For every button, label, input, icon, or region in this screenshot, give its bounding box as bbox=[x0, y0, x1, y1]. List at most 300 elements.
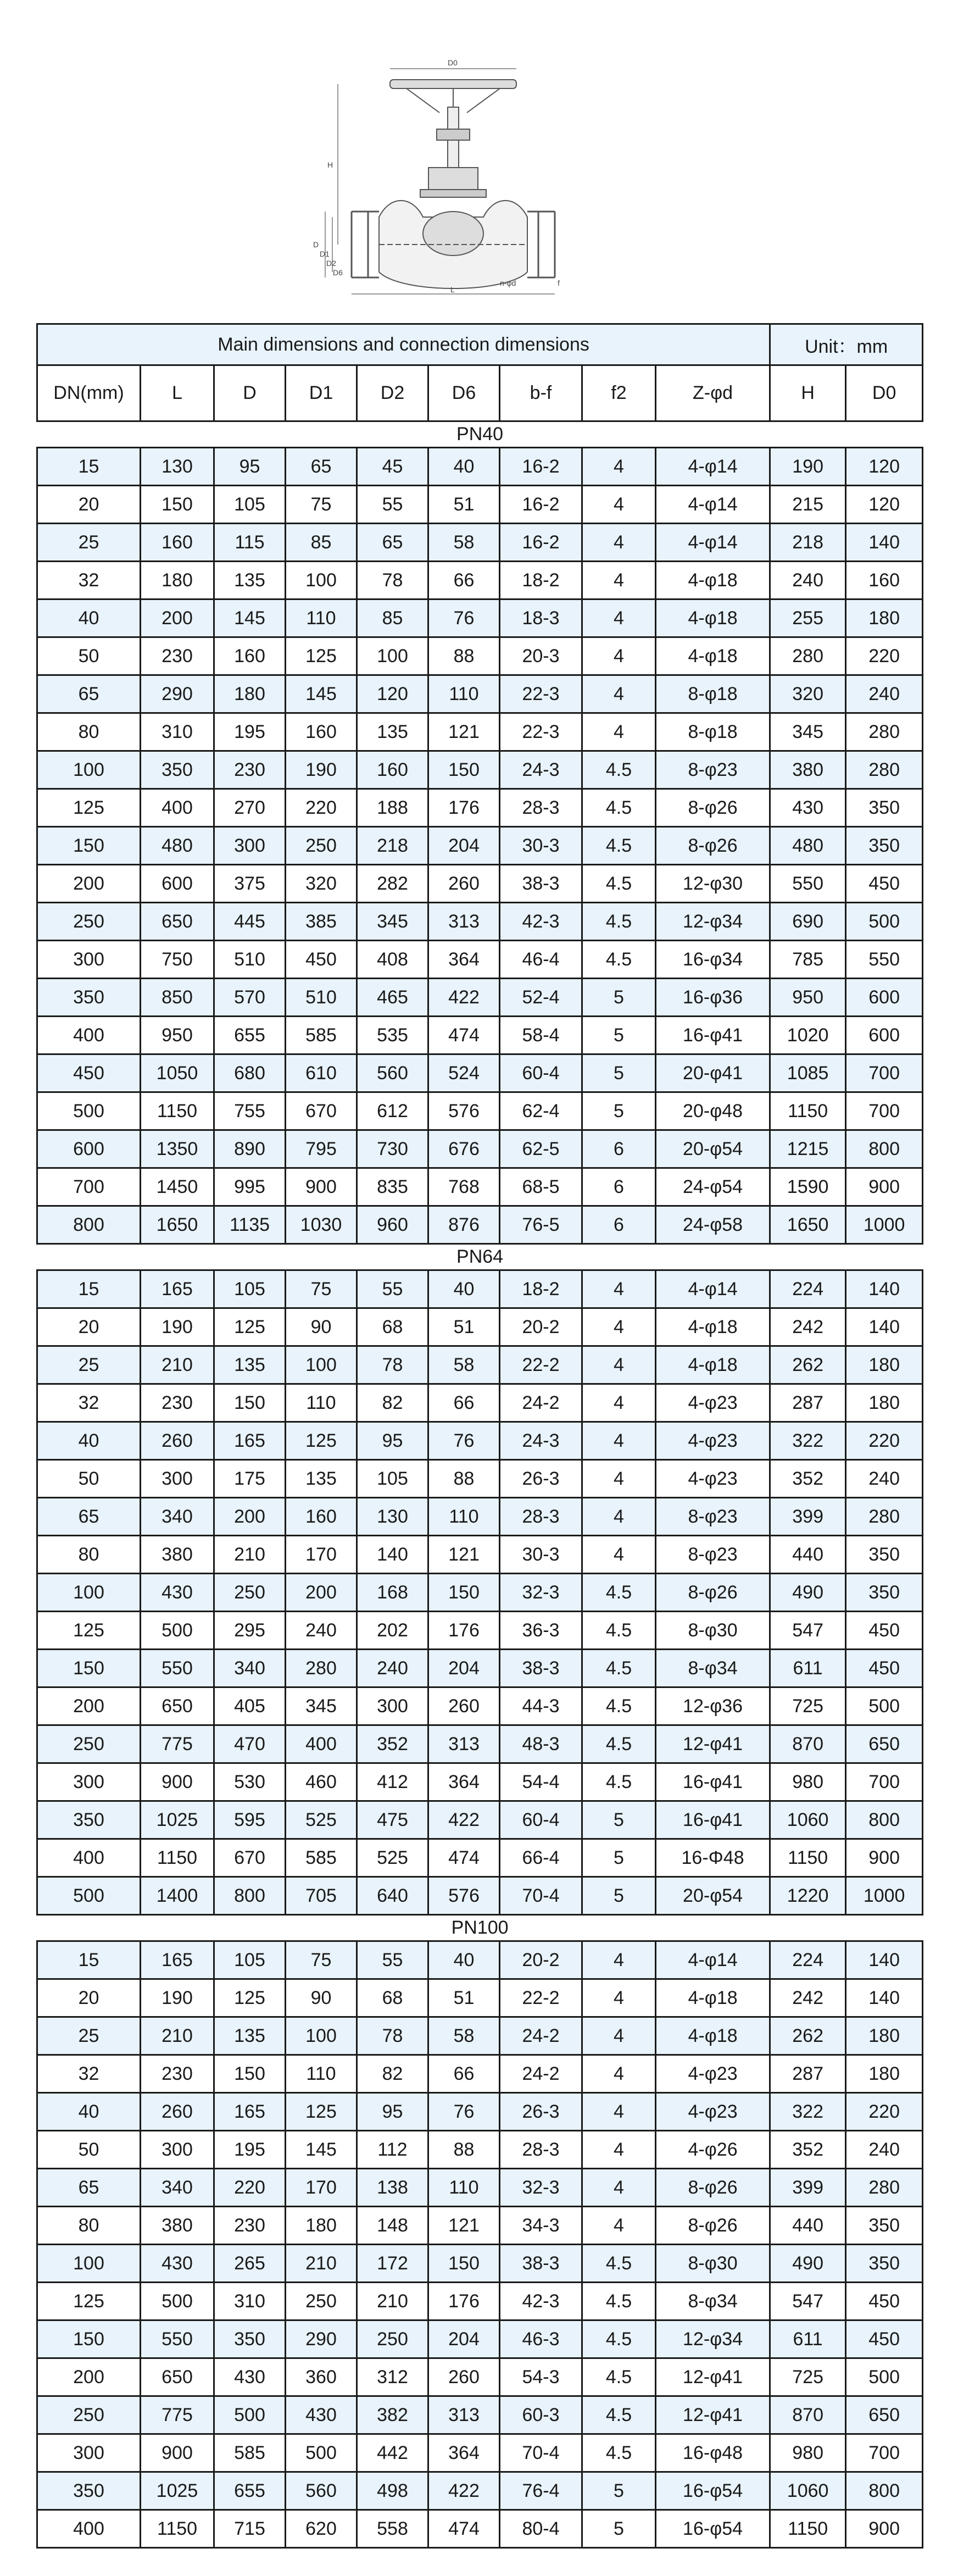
table-cell: 5 bbox=[582, 1839, 656, 1877]
label-d6: D6 bbox=[333, 268, 343, 277]
table-cell: 4 bbox=[582, 524, 656, 562]
table-cell: 55 bbox=[357, 1270, 428, 1308]
table-cell: 60-4 bbox=[500, 1801, 582, 1839]
table-cell: 8-φ30 bbox=[656, 2245, 770, 2283]
table-cell: 4.5 bbox=[582, 2358, 656, 2396]
table-cell: 364 bbox=[428, 941, 500, 979]
table-cell: 8-φ26 bbox=[656, 2169, 770, 2207]
table-cell: 560 bbox=[357, 1054, 428, 1092]
table-cell: 20-φ41 bbox=[656, 1054, 770, 1092]
table-cell: 16-φ54 bbox=[656, 2472, 770, 2510]
table-cell: 980 bbox=[770, 1763, 846, 1801]
table-cell: 500 bbox=[846, 903, 923, 941]
table-cell: 165 bbox=[141, 1270, 214, 1308]
table-cell: 690 bbox=[770, 903, 846, 941]
table-cell: 465 bbox=[357, 979, 428, 1017]
table-cell: 655 bbox=[214, 2472, 286, 2510]
table-cell: 190 bbox=[141, 1308, 214, 1346]
table-cell: 280 bbox=[846, 713, 923, 751]
table-cell: 1060 bbox=[770, 1801, 846, 1839]
table-cell: 350 bbox=[846, 2207, 923, 2245]
table-cell: 20-φ48 bbox=[656, 1092, 770, 1130]
table-cell: 78 bbox=[357, 1346, 428, 1384]
table-cell: 705 bbox=[286, 1877, 357, 1915]
table-cell: 400 bbox=[37, 1017, 141, 1054]
table-cell: 180 bbox=[846, 1384, 923, 1422]
table-cell: 600 bbox=[141, 865, 214, 903]
table-cell: 150 bbox=[37, 827, 141, 865]
table-cell: 150 bbox=[428, 2245, 500, 2283]
table-cell: 110 bbox=[428, 2169, 500, 2207]
table-cell: 260 bbox=[141, 1422, 214, 1460]
column-header: f2 bbox=[582, 365, 656, 421]
table-row bbox=[37, 1498, 923, 1536]
table-cell: 1000 bbox=[846, 1206, 923, 1244]
table-cell: 54-3 bbox=[500, 2358, 582, 2396]
section-row bbox=[37, 421, 923, 448]
table-cell: 125 bbox=[37, 789, 141, 827]
table-cell: 26-3 bbox=[500, 1460, 582, 1498]
table-cell: 140 bbox=[357, 1536, 428, 1574]
table-cell: 24-2 bbox=[500, 2055, 582, 2093]
table-cell: 1150 bbox=[770, 1839, 846, 1877]
table-cell: 850 bbox=[141, 979, 214, 1017]
label-nd: n-φd bbox=[500, 279, 516, 287]
table-cell: 4-φ14 bbox=[656, 448, 770, 486]
table-cell: 890 bbox=[214, 1130, 286, 1168]
table-cell: 900 bbox=[846, 1168, 923, 1206]
table-cell: 715 bbox=[214, 2510, 286, 2548]
table-cell: 125 bbox=[37, 2283, 141, 2320]
section-title: PN40 bbox=[37, 421, 923, 448]
table-cell: 24-2 bbox=[500, 2017, 582, 2055]
table-cell: 4 bbox=[582, 1498, 656, 1536]
table-cell: 4 bbox=[582, 637, 656, 675]
table-cell: 430 bbox=[141, 2245, 214, 2283]
table-row bbox=[37, 1384, 923, 1422]
table-cell: 4 bbox=[582, 562, 656, 599]
table-cell: 30-3 bbox=[500, 1536, 582, 1574]
table-row bbox=[37, 713, 923, 751]
label-d1: D1 bbox=[320, 249, 330, 258]
table-cell: 576 bbox=[428, 1092, 500, 1130]
table-cell: 8-φ23 bbox=[656, 751, 770, 789]
table-cell: 4 bbox=[582, 1308, 656, 1346]
table-cell: 287 bbox=[770, 2055, 846, 2093]
table-cell: 450 bbox=[846, 865, 923, 903]
table-cell: 100 bbox=[357, 637, 428, 675]
table-row bbox=[37, 524, 923, 562]
table-cell: 24-3 bbox=[500, 1422, 582, 1460]
table-cell: 204 bbox=[428, 2320, 500, 2358]
table-cell: 150 bbox=[428, 1574, 500, 1612]
table-cell: 110 bbox=[428, 675, 500, 713]
table-cell: 100 bbox=[37, 751, 141, 789]
table-cell: 204 bbox=[428, 827, 500, 865]
table-cell: 1450 bbox=[141, 1168, 214, 1206]
table-cell: 725 bbox=[770, 2358, 846, 2396]
table-cell: 1215 bbox=[770, 1130, 846, 1168]
table-cell: 500 bbox=[37, 1877, 141, 1915]
table-row bbox=[37, 2396, 923, 2434]
header-title-row bbox=[37, 324, 923, 365]
table-cell: 180 bbox=[286, 2207, 357, 2245]
table-cell: 50 bbox=[37, 2131, 141, 2169]
table-cell: 380 bbox=[141, 2207, 214, 2245]
table-cell: 1050 bbox=[141, 1054, 214, 1092]
table-cell: 5 bbox=[582, 1092, 656, 1130]
table-cell: 670 bbox=[286, 1092, 357, 1130]
table-cell: 900 bbox=[141, 1763, 214, 1801]
table-cell: 70-4 bbox=[500, 2434, 582, 2472]
table-cell: 32 bbox=[37, 2055, 141, 2093]
table-cell: 5 bbox=[582, 1017, 656, 1054]
table-cell: 176 bbox=[428, 2283, 500, 2320]
table-row bbox=[37, 1536, 923, 1574]
table-cell: 490 bbox=[770, 2245, 846, 2283]
table-row bbox=[37, 1130, 923, 1168]
table-cell: 350 bbox=[846, 789, 923, 827]
table-cell: 28-3 bbox=[500, 1498, 582, 1536]
table-cell: 160 bbox=[214, 637, 286, 675]
table-cell: 51 bbox=[428, 1979, 500, 2017]
table-cell: 218 bbox=[770, 524, 846, 562]
table-row bbox=[37, 1763, 923, 1801]
table-cell: 1030 bbox=[286, 1206, 357, 1244]
table-cell: 220 bbox=[286, 789, 357, 827]
table-cell: 135 bbox=[214, 1346, 286, 1384]
table-cell: 66 bbox=[428, 562, 500, 599]
table-cell: 140 bbox=[846, 1941, 923, 1979]
table-cell: 1135 bbox=[214, 1206, 286, 1244]
table-cell: 170 bbox=[286, 1536, 357, 1574]
table-cell: 4-φ23 bbox=[656, 1384, 770, 1422]
table-cell: 95 bbox=[357, 1422, 428, 1460]
table-cell: 250 bbox=[286, 827, 357, 865]
table-cell: 1150 bbox=[141, 2510, 214, 2548]
table-cell: 364 bbox=[428, 1763, 500, 1801]
table-row bbox=[37, 865, 923, 903]
table-cell: 1150 bbox=[770, 1092, 846, 1130]
table-cell: 280 bbox=[846, 1498, 923, 1536]
label-f: f bbox=[558, 279, 560, 287]
table-cell: 510 bbox=[286, 979, 357, 1017]
table-cell: 500 bbox=[214, 2396, 286, 2434]
table-cell: 204 bbox=[428, 1650, 500, 1687]
table-cell: 16-φ54 bbox=[656, 2510, 770, 2548]
table-cell: 4.5 bbox=[582, 1725, 656, 1763]
table-cell: 382 bbox=[357, 2396, 428, 2434]
label-d: D bbox=[313, 240, 319, 249]
table-cell: 100 bbox=[37, 2245, 141, 2283]
table-row bbox=[37, 2510, 923, 2548]
table-cell: 300 bbox=[37, 941, 141, 979]
table-cell: 175 bbox=[214, 1460, 286, 1498]
table-cell: 611 bbox=[770, 2320, 846, 2358]
table-cell: 1060 bbox=[770, 2472, 846, 2510]
table-cell: 38-3 bbox=[500, 865, 582, 903]
table-cell: 38-3 bbox=[500, 1650, 582, 1687]
table-row bbox=[37, 675, 923, 713]
table-cell: 112 bbox=[357, 2131, 428, 2169]
table-cell: 900 bbox=[286, 1168, 357, 1206]
table-cell: 25 bbox=[37, 524, 141, 562]
table-cell: 16-φ41 bbox=[656, 1017, 770, 1054]
table-cell: 350 bbox=[141, 751, 214, 789]
table-cell: 40 bbox=[428, 1941, 500, 1979]
table-cell: 85 bbox=[286, 524, 357, 562]
table-cell: 8-φ26 bbox=[656, 1574, 770, 1612]
table-cell: 121 bbox=[428, 1536, 500, 1574]
table-cell: 280 bbox=[770, 637, 846, 675]
table-cell: 775 bbox=[141, 2396, 214, 2434]
table-cell: 442 bbox=[357, 2434, 428, 2472]
table-cell: 530 bbox=[214, 1763, 286, 1801]
table-cell: 125 bbox=[286, 637, 357, 675]
table-cell: 670 bbox=[214, 1839, 286, 1877]
table-row bbox=[37, 1650, 923, 1687]
table-cell: 120 bbox=[846, 448, 923, 486]
table-cell: 68 bbox=[357, 1979, 428, 2017]
table-cell: 60-4 bbox=[500, 1054, 582, 1092]
table-cell: 145 bbox=[286, 2131, 357, 2169]
table-cell: 75 bbox=[286, 1270, 357, 1308]
table-cell: 16-φ36 bbox=[656, 979, 770, 1017]
table-cell: 535 bbox=[357, 1017, 428, 1054]
table-cell: 313 bbox=[428, 903, 500, 941]
table-cell: 148 bbox=[357, 2207, 428, 2245]
table-cell: 76 bbox=[428, 599, 500, 637]
table-cell: 65 bbox=[286, 448, 357, 486]
table-cell: 40 bbox=[37, 599, 141, 637]
table-cell: 220 bbox=[846, 1422, 923, 1460]
table-cell: 440 bbox=[770, 2207, 846, 2245]
table-cell: 870 bbox=[770, 2396, 846, 2434]
table-cell: 290 bbox=[141, 675, 214, 713]
table-cell: 224 bbox=[770, 1941, 846, 1979]
table-row bbox=[37, 751, 923, 789]
table-cell: 180 bbox=[846, 2017, 923, 2055]
label-d0: D0 bbox=[448, 58, 458, 67]
table-cell: 300 bbox=[141, 2131, 214, 2169]
table-cell: 900 bbox=[846, 1839, 923, 1877]
table-cell: 180 bbox=[846, 2055, 923, 2093]
table-cell: 145 bbox=[214, 599, 286, 637]
table-cell: 110 bbox=[428, 1498, 500, 1536]
table-cell: 265 bbox=[214, 2245, 286, 2283]
table-cell: 282 bbox=[357, 865, 428, 903]
table-cell: 4-φ18 bbox=[656, 637, 770, 675]
table-cell: 524 bbox=[428, 1054, 500, 1092]
table-cell: 600 bbox=[37, 1130, 141, 1168]
table-cell: 52-4 bbox=[500, 979, 582, 1017]
table-cell: 4.5 bbox=[582, 789, 656, 827]
table-cell: 450 bbox=[846, 2283, 923, 2320]
table-cell: 188 bbox=[357, 789, 428, 827]
table-cell: 125 bbox=[286, 2093, 357, 2131]
table-cell: 4.5 bbox=[582, 903, 656, 941]
table-cell: 450 bbox=[286, 941, 357, 979]
section-row bbox=[37, 1915, 923, 1941]
table-row bbox=[37, 1308, 923, 1346]
table-cell: 1020 bbox=[770, 1017, 846, 1054]
table-cell: 260 bbox=[428, 2358, 500, 2396]
table-cell: 4 bbox=[582, 2017, 656, 2055]
table-cell: 676 bbox=[428, 1130, 500, 1168]
table-cell: 430 bbox=[141, 1574, 214, 1612]
table-cell: 20 bbox=[37, 486, 141, 524]
table-cell: 140 bbox=[846, 524, 923, 562]
table-cell: 18-2 bbox=[500, 1270, 582, 1308]
table-cell: 4-φ18 bbox=[656, 1979, 770, 2017]
table-cell: 160 bbox=[286, 713, 357, 751]
section-title: PN100 bbox=[37, 1915, 923, 1941]
table-cell: 1400 bbox=[141, 1877, 214, 1915]
table-cell: 15 bbox=[37, 1941, 141, 1979]
table-cell: 42-3 bbox=[500, 903, 582, 941]
table-cell: 65 bbox=[37, 1498, 141, 1536]
table-cell: 576 bbox=[428, 1877, 500, 1915]
table-cell: 55 bbox=[357, 1941, 428, 1979]
table-cell: 480 bbox=[141, 827, 214, 865]
section-row bbox=[37, 1244, 923, 1270]
table-cell: 4-φ18 bbox=[656, 2017, 770, 2055]
table-cell: 62-5 bbox=[500, 1130, 582, 1168]
table-cell: 202 bbox=[357, 1612, 428, 1650]
table-cell: 4.5 bbox=[582, 2320, 656, 2358]
table-row bbox=[37, 1270, 923, 1308]
table-row bbox=[37, 1941, 923, 1979]
table-row bbox=[37, 2055, 923, 2093]
table-cell: 800 bbox=[37, 1206, 141, 1244]
table-cell: 1650 bbox=[141, 1206, 214, 1244]
table-cell: 585 bbox=[214, 2434, 286, 2472]
table-cell: 32-3 bbox=[500, 2169, 582, 2207]
table-row bbox=[37, 2434, 923, 2472]
table-cell: 88 bbox=[428, 2131, 500, 2169]
table-cell: 260 bbox=[141, 2093, 214, 2131]
table-cell: 4.5 bbox=[582, 2434, 656, 2472]
table-cell: 65 bbox=[37, 675, 141, 713]
table-cell: 20 bbox=[37, 1308, 141, 1346]
table-cell: 15 bbox=[37, 448, 141, 486]
table-row bbox=[37, 1460, 923, 1498]
table-cell: 4 bbox=[582, 599, 656, 637]
table-cell: 385 bbox=[286, 903, 357, 941]
table-cell: 380 bbox=[770, 751, 846, 789]
table-cell: 4.5 bbox=[582, 751, 656, 789]
table-cell: 172 bbox=[357, 2245, 428, 2283]
table-cell: 399 bbox=[770, 2169, 846, 2207]
table-cell: 430 bbox=[214, 2358, 286, 2396]
table-cell: 1650 bbox=[770, 1206, 846, 1244]
table-cell: 470 bbox=[214, 1725, 286, 1763]
table-cell: 4-φ23 bbox=[656, 1422, 770, 1460]
table-title: Main dimensions and connection dimensions bbox=[37, 324, 770, 365]
table-cell: 287 bbox=[770, 1384, 846, 1422]
table-row bbox=[37, 2017, 923, 2055]
table-cell: 500 bbox=[846, 1687, 923, 1725]
table-cell: 352 bbox=[770, 2131, 846, 2169]
table-cell: 6 bbox=[582, 1206, 656, 1244]
column-header: D6 bbox=[428, 365, 500, 421]
table-cell: 8-φ26 bbox=[656, 827, 770, 865]
table-cell: 611 bbox=[770, 1650, 846, 1687]
table-cell: 350 bbox=[846, 1536, 923, 1574]
table-cell: 110 bbox=[286, 2055, 357, 2093]
table-cell: 230 bbox=[141, 637, 214, 675]
table-cell: 210 bbox=[286, 2245, 357, 2283]
table-cell: 28-3 bbox=[500, 2131, 582, 2169]
table-row bbox=[37, 2169, 923, 2207]
table-cell: 4 bbox=[582, 675, 656, 713]
table-cell: 121 bbox=[428, 2207, 500, 2245]
table-cell: 170 bbox=[286, 2169, 357, 2207]
table-cell: 700 bbox=[37, 1168, 141, 1206]
table-cell: 78 bbox=[357, 562, 428, 599]
table-cell: 135 bbox=[286, 1460, 357, 1498]
table-cell: 80 bbox=[37, 1536, 141, 1574]
table-cell: 340 bbox=[141, 2169, 214, 2207]
table-cell: 20-2 bbox=[500, 1941, 582, 1979]
table-cell: 313 bbox=[428, 2396, 500, 2434]
table-cell: 500 bbox=[846, 2358, 923, 2396]
table-cell: 48-3 bbox=[500, 1725, 582, 1763]
table-cell: 115 bbox=[214, 524, 286, 562]
section-title: PN64 bbox=[37, 1244, 923, 1270]
table-cell: 4.5 bbox=[582, 2245, 656, 2283]
table-cell: 595 bbox=[214, 1801, 286, 1839]
table-row bbox=[37, 1839, 923, 1877]
table-cell: 4.5 bbox=[582, 941, 656, 979]
table-cell: 140 bbox=[846, 1308, 923, 1346]
table-cell: 350 bbox=[37, 2472, 141, 2510]
table-cell: 800 bbox=[846, 1130, 923, 1168]
table-cell: 105 bbox=[214, 1941, 286, 1979]
table-cell: 240 bbox=[846, 675, 923, 713]
table-cell: 4-φ14 bbox=[656, 486, 770, 524]
table-cell: 78 bbox=[357, 2017, 428, 2055]
table-cell: 345 bbox=[286, 1687, 357, 1725]
table-cell: 322 bbox=[770, 1422, 846, 1460]
table-cell: 547 bbox=[770, 1612, 846, 1650]
table-cell: 76 bbox=[428, 1422, 500, 1460]
table-cell: 750 bbox=[141, 941, 214, 979]
table-cell: 4-φ26 bbox=[656, 2131, 770, 2169]
table-cell: 220 bbox=[214, 2169, 286, 2207]
table-cell: 110 bbox=[286, 1384, 357, 1422]
table-cell: 190 bbox=[286, 751, 357, 789]
table-cell: 700 bbox=[846, 1763, 923, 1801]
table-cell: 250 bbox=[37, 903, 141, 941]
table-cell: 4.5 bbox=[582, 2283, 656, 2320]
table-cell: 25 bbox=[37, 1346, 141, 1384]
table-cell: 400 bbox=[286, 1725, 357, 1763]
table-cell: 95 bbox=[357, 2093, 428, 2131]
table-cell: 795 bbox=[286, 1130, 357, 1168]
table-cell: 300 bbox=[357, 1687, 428, 1725]
table-cell: 474 bbox=[428, 2510, 500, 2548]
table-cell: 440 bbox=[770, 1536, 846, 1574]
table-cell: 1220 bbox=[770, 1877, 846, 1915]
table-cell: 450 bbox=[846, 2320, 923, 2358]
table-cell: 160 bbox=[846, 562, 923, 599]
table-cell: 210 bbox=[357, 2283, 428, 2320]
table-cell: 4 bbox=[582, 2169, 656, 2207]
table-cell: 650 bbox=[141, 1687, 214, 1725]
table-cell: 262 bbox=[770, 2017, 846, 2055]
table-cell: 450 bbox=[37, 1054, 141, 1092]
